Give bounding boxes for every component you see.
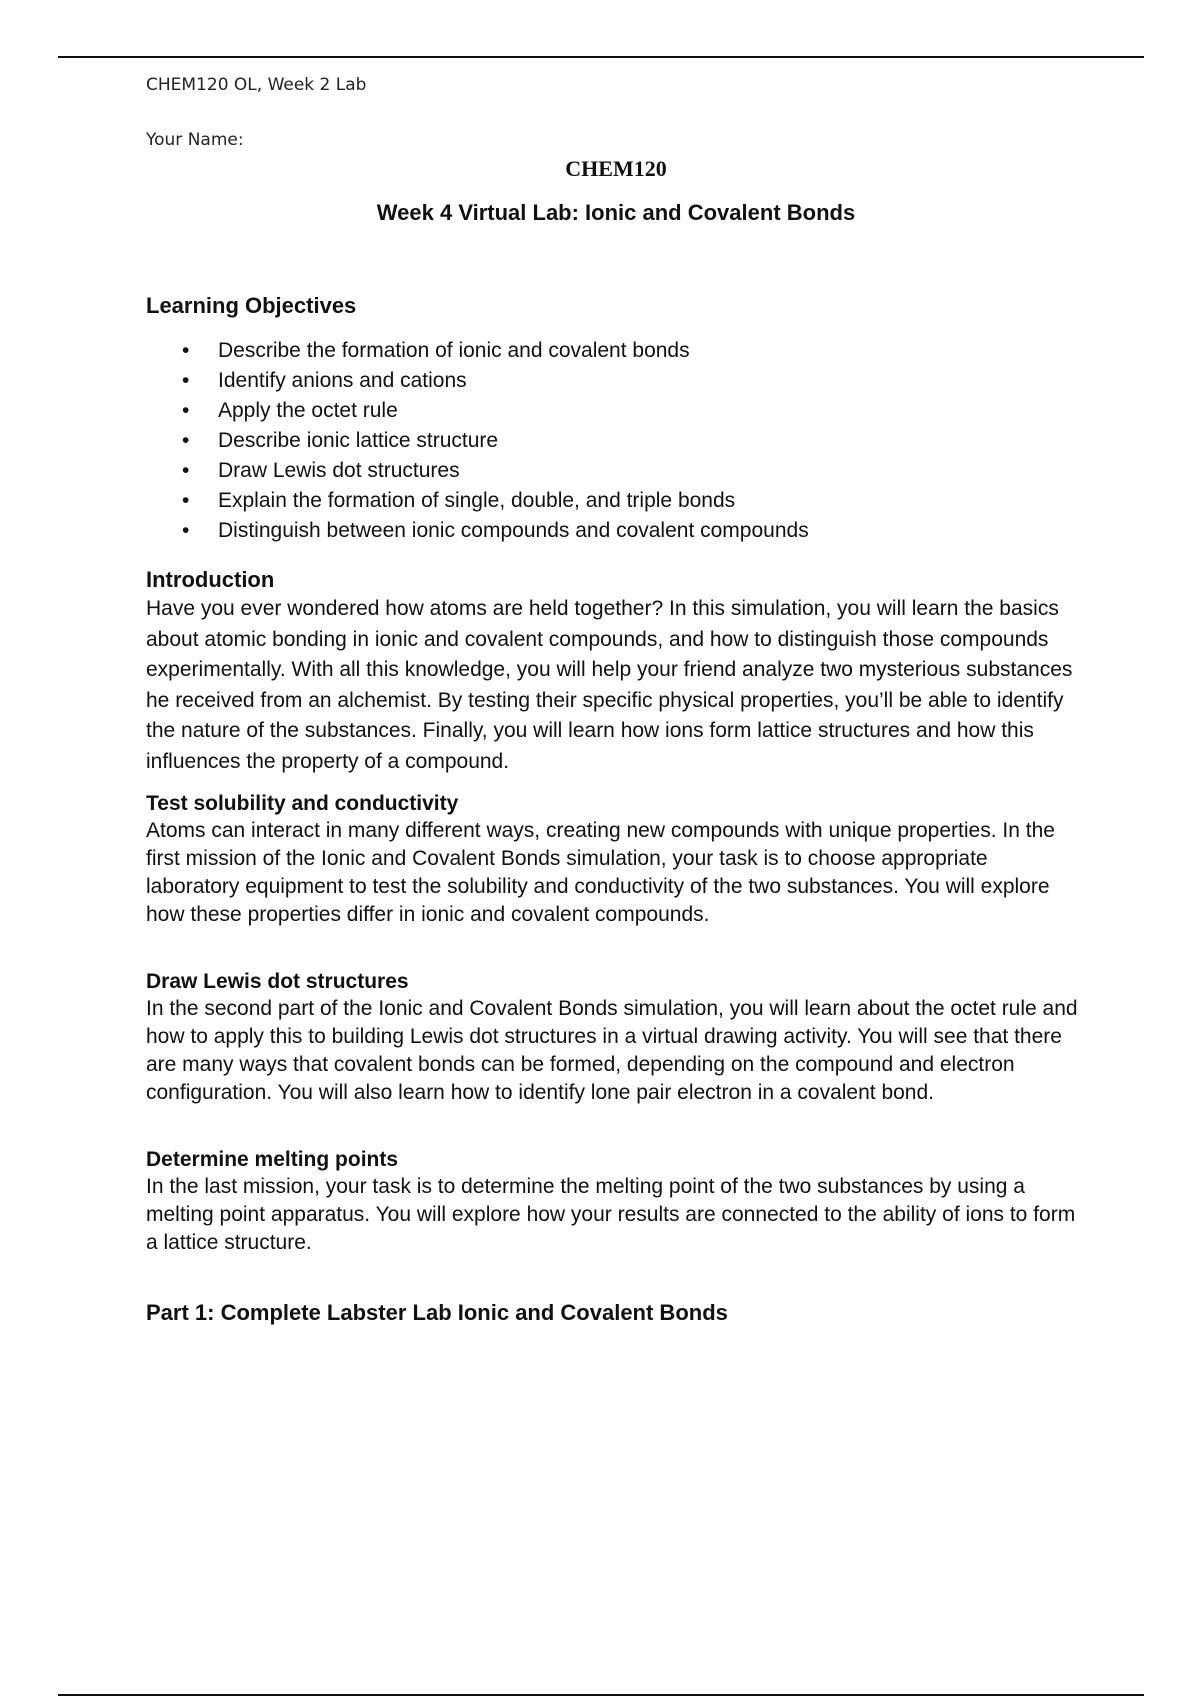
part1-heading: Part 1: Complete Labster Lab Ionic and Covalent Bonds [146, 1300, 728, 1325]
introduction-text: Have you ever wondered how atoms are held together? In this simulation, you will learn the basics about atomic bonding in ionic and covalent compounds, and how to distinguish those compounds experimentally. With all this knowledge, you will help your friend analyze two mysterious substances he received from an alchemist. By testing their specific physical properties, you’ll be able to identify the nature of the substances. Finally, you will learn how ions form lattice structures and how this influences the property of a compound. [146, 597, 1073, 773]
lab-title: Week 4 Virtual Lab: Ionic and Covalent Bonds [376, 200, 856, 225]
list-item: • Explain the formation of single, double, and triple bonds [146, 486, 1086, 516]
your-name-label: Your Name: [146, 130, 244, 150]
list-item: • Distinguish between ionic compounds and covalent compounds [146, 516, 1086, 546]
list-item: • Identify anions and cations [146, 366, 1086, 396]
solubility-conductivity-heading: Test solubility and conductivity [146, 792, 459, 815]
list-item: • Describe ionic lattice structure [146, 426, 1086, 456]
header-rule [58, 56, 1144, 58]
bullet-icon: • [182, 339, 190, 362]
bullet-icon: • [182, 369, 190, 392]
lewis-dot-heading: Draw Lewis dot structures [146, 970, 409, 993]
document-header: CHEM120 OL, Week 2 Lab [146, 75, 367, 95]
melting-points-heading: Determine melting points [146, 1148, 399, 1171]
bullet-icon: • [182, 399, 190, 422]
course-title: CHEM120 [565, 156, 667, 181]
bullet-icon: • [182, 519, 190, 542]
introduction-heading: Introduction [146, 567, 275, 592]
learning-objectives-list [146, 336, 1086, 546]
lewis-dot-text: In the second part of the Ionic and Covalent Bonds simulation, you will learn about the octet rule and how to apply this to building Lewis dot structures in a virtual drawing activity. You will see that there are many ways that covalent bonds can be formed, depending on the compound and electron configuration. You will also learn how to identify lone pair electron in a covalent bond. [146, 997, 1078, 1104]
solubility-conductivity-text: Atoms can interact in many different ways, creating new compounds with unique properties. In the first mission of the Ionic and Covalent Bonds simulation, your task is to choose appropriate laboratory equipment to test the solubility and conductivity of the two substances. You will explore how these properties differ in ionic and covalent compounds. [146, 819, 1055, 926]
bullet-icon: • [182, 459, 190, 482]
learning-objectives-heading: Learning Objectives [146, 293, 357, 318]
list-item: • Apply the octet rule [146, 396, 1086, 426]
bullet-icon: • [182, 429, 190, 452]
footer-rule [58, 1694, 1144, 1696]
melting-points-text: In the last mission, your task is to determine the melting point of the two substances by using a melting point apparatus. You will explore how your results are connected to the ability of ions to form a lattice structure. [146, 1175, 1076, 1254]
list-item: • Draw Lewis dot structures [146, 456, 1086, 486]
list-item: • Describe the formation of ionic and covalent bonds [146, 336, 1086, 366]
document-body [146, 292, 1086, 1327]
bullet-icon: • [182, 489, 190, 512]
